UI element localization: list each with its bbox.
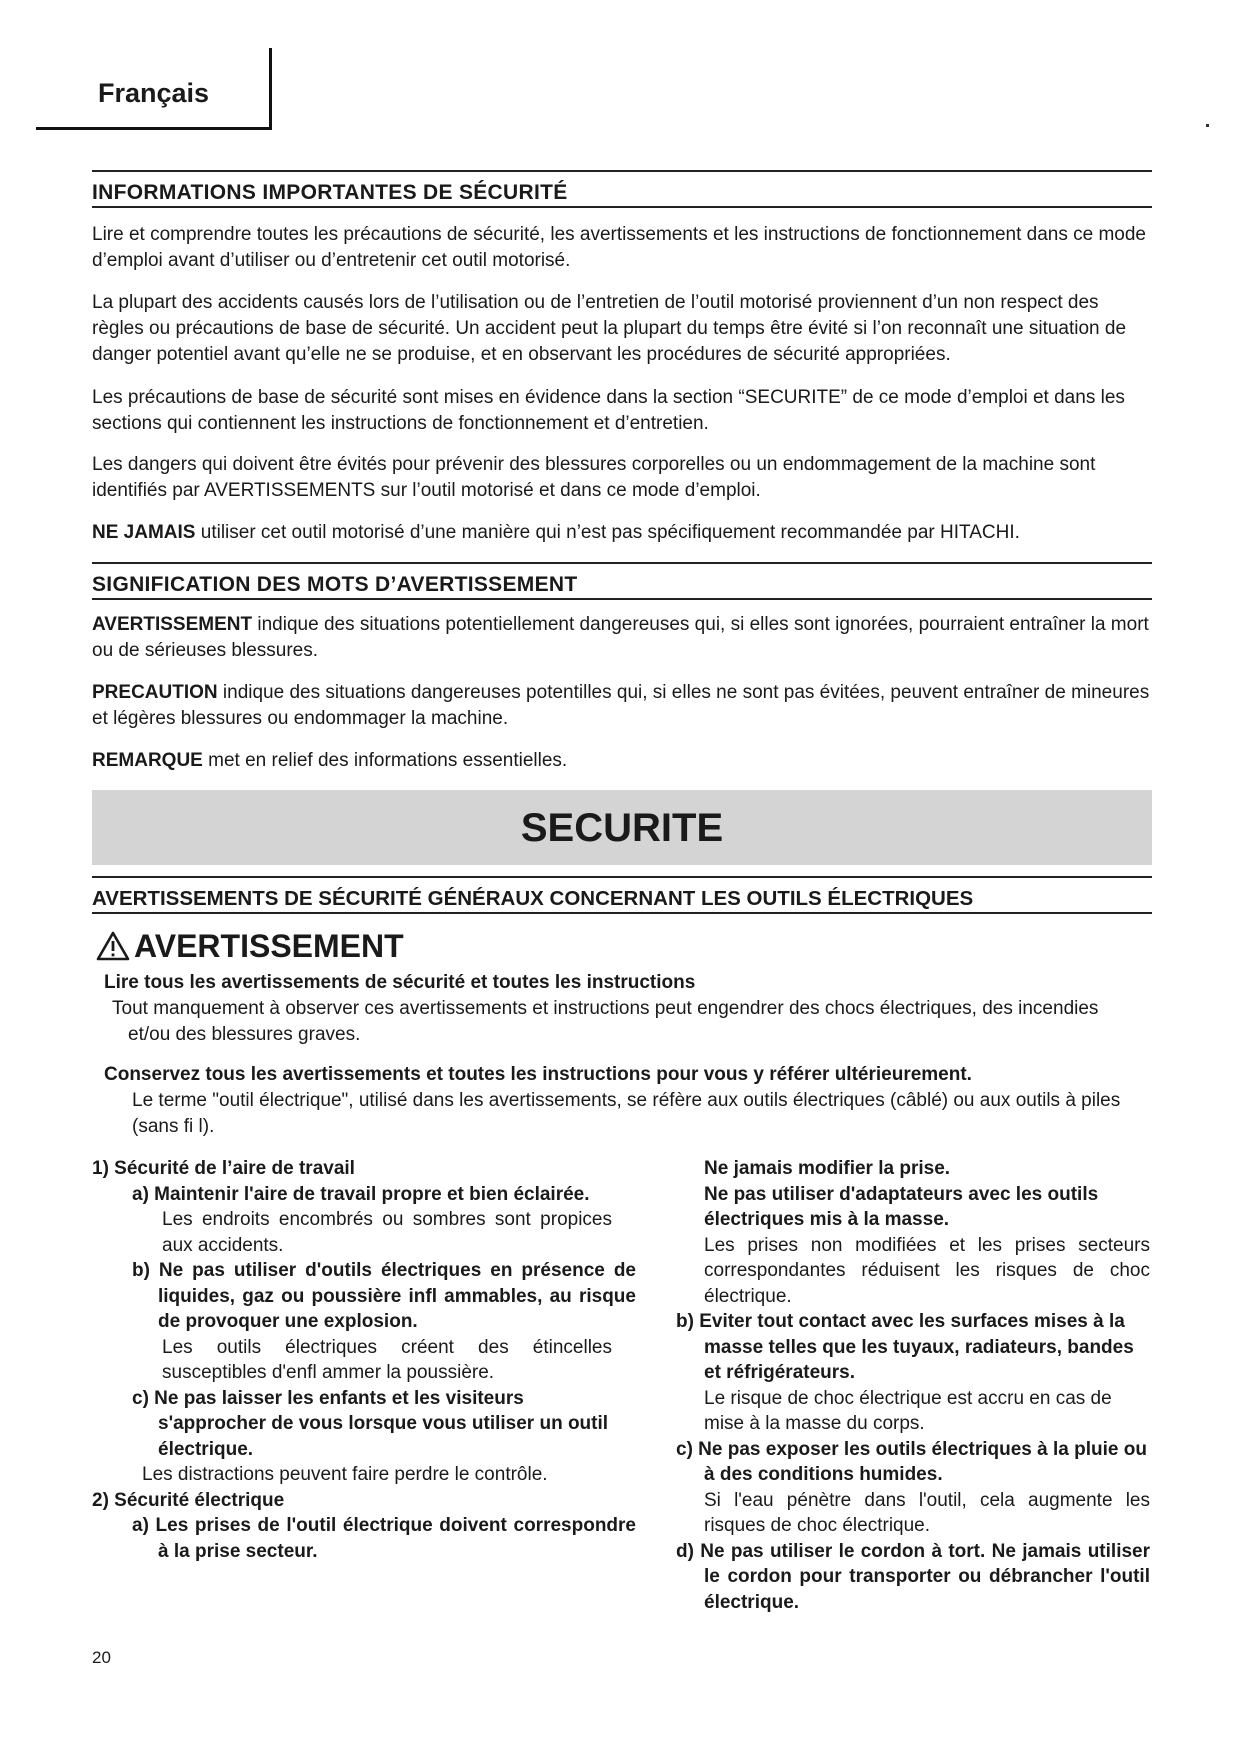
no-adapters: Ne pas utiliser d'adaptateurs avec les outils électriques mis à la masse. <box>704 1183 1099 1230</box>
item-c-text: Les distractions peuvent faire perdre le contrôle. <box>142 1464 548 1485</box>
unmodified-plugs-text: Les prises non modifiées et les prises secteurs correspondantes réduisent les risques de choc électrique. <box>704 1234 1150 1307</box>
paragraph-dangers: Les dangers qui doivent être évités pour prévenir des blessures corporelles ou un endommagement de la machine sont identifiés par AVERTISSEMENTS sur l’outil motorisé et dans ce mode d’emploi. <box>92 454 1096 501</box>
item-d-cord: d) Ne pas utiliser le cordon à tort. Ne jamais utiliser le cordon pour transporter ou débrancher l'outil électrique. <box>676 1540 1150 1613</box>
electrical-safety-heading: 2) Sécurité électrique <box>92 1489 285 1511</box>
paragraph-avertissement <box>92 612 1154 664</box>
item-b-flammable: b) Ne pas utiliser d'outils électriques en présence de liquides, gaz ou poussière infl ammables, au risque de provoquer une explosion. <box>132 1260 636 1332</box>
section-heading-important-info: INFORMATIONS IMPORTANTES DE SÉCURITÉ <box>92 170 1152 208</box>
item-b-text: Les outils électriques créent des étincelles susceptibles d'enfl ammer la poussière. <box>162 1336 612 1383</box>
left-column <box>92 1156 636 1564</box>
work-area-safety-heading: 1) Sécurité de l’aire de travail <box>92 1158 355 1179</box>
never-text: utiliser cet outil motorisé d’une manière qui n’est pas spécifiquement recommandée par HITACHI. <box>195 522 1020 543</box>
paragraph-basic-precautions: Les précautions de base de sécurité sont mises en évidence dans la section “SECURITE” de ce mode d’emploi et dans les sections qui contiennent les instructions de fonctionnement et d’entretien. <box>92 387 1125 434</box>
page-number: 20 <box>92 1648 111 1667</box>
warning-triangle-icon <box>96 931 130 961</box>
item-b-grounded-text: Le risque de choc électrique est accru en cas de mise à la masse du corps. <box>704 1387 1112 1434</box>
language-tab <box>36 48 272 130</box>
item-a-text: Les endroits encombrés ou sombres sont propices aux accidents. <box>162 1209 612 1256</box>
precaution-text: indique des situations dangereuses potentilles qui, si elles ne sont pas évitées, peuvent entraîner de mineures et légères blessures ou endommager la machine. <box>92 682 1150 729</box>
never-modify-plug: Ne jamais modifier la prise. <box>704 1158 951 1179</box>
paragraph-accidents: La plupart des accidents causés lors de l’utilisation ou de l’entretien de l’outil motorisé proviennent d’un non respect des règles ou précautions de base de sécurité. Un accident peut la plupart du temps être évité si l’on reconnaît une situation de danger potentiel avant qu’elle ne se produise, et en observant les procédures de sécurité appropriées. <box>92 292 1127 365</box>
paragraph-read-understand: Lire et comprendre toutes les précautions de sécurité, les avertissements et les instructions de fonctionnement dans ce mode d’emploi avant d’utiliser ou d’entretenir cet outil motorisé. <box>92 224 1146 271</box>
paragraph-never <box>92 520 1154 546</box>
never-label: NE JAMAIS <box>92 522 196 543</box>
keep-warnings-text: Le terme "outil électrique", utilisé dans les avertissements, se réfère aux outils électriques (câblé) ou aux outils à piles (sans fi l). <box>132 1090 1121 1137</box>
language-label: Français <box>98 78 210 108</box>
warning-title-text: AVERTISSEMENT <box>134 928 404 964</box>
securite-title: SECURITE <box>520 806 724 850</box>
warning-title <box>96 928 404 965</box>
paragraph-remarque <box>92 748 1154 774</box>
item-b-grounded-surfaces: b) Eviter tout contact avec les surfaces mises à la masse telles que les tuyaux, radiateurs, bandes et réfrigérateurs. <box>676 1311 1134 1383</box>
item-a2-plugs: a) Les prises de l'outil électrique doivent correspondre à la prise secteur. <box>132 1515 636 1562</box>
keep-warnings-heading: Conservez tous les avertissements et toutes les instructions pour vous y référer ultérieurement. <box>104 1064 972 1085</box>
avertissement-label: AVERTISSEMENT <box>92 614 253 635</box>
read-all-warnings-text: Tout manquement à observer ces avertissements et instructions peut engendrer des chocs électriques, des incendies et/ou des blessures graves. <box>112 998 1099 1045</box>
stray-mark <box>1206 124 1209 127</box>
securite-banner <box>92 790 1152 865</box>
paragraph-precaution <box>92 680 1154 732</box>
right-column <box>672 1156 1150 1615</box>
item-c-children: c) Ne pas laisser les enfants et les visiteurs s'approcher de vous lorsque vous utiliser un outil électrique. <box>132 1387 609 1460</box>
remarque-label: REMARQUE <box>92 750 203 771</box>
item-c-rain: c) Ne pas exposer les outils électriques à la pluie ou à des conditions humides. <box>676 1438 1147 1485</box>
remarque-text: met en relief des informations essentielles. <box>202 750 568 771</box>
section-heading-general-warnings: AVERTISSEMENTS DE SÉCURITÉ GÉNÉRAUX CONCERNANT LES OUTILS ÉLECTRIQUES <box>92 876 1152 914</box>
item-a-clean-area: a) Maintenir l'aire de travail propre et bien éclairée. <box>132 1183 590 1205</box>
avertissement-text: indique des situations potentiellement dangereuses qui, si elles sont ignorées, pourraient entraîner la mort ou de sérieuses blessures. <box>92 614 1149 661</box>
item-c-rain-text: Si l'eau pénètre dans l'outil, cela augmente les risques de choc électrique. <box>704 1489 1150 1536</box>
section-heading-signal-words: SIGNIFICATION DES MOTS D’AVERTISSEMENT <box>92 562 1152 600</box>
precaution-label: PRECAUTION <box>92 682 218 703</box>
read-all-warnings-heading: Lire tous les avertissements de sécurité et toutes les instructions <box>104 972 696 993</box>
